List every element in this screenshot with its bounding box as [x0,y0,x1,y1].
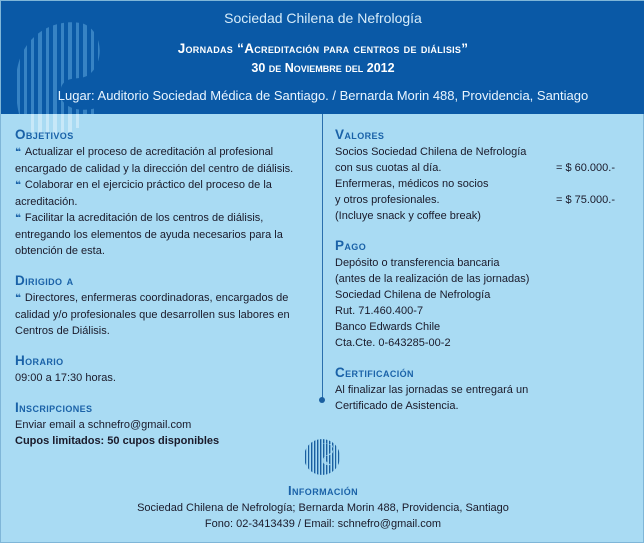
price-value: = $ 75.000.- [555,194,615,206]
quote-bullet-icon: ❝ [15,213,21,224]
section-title: Objetivos [15,127,74,142]
quote-bullet-icon: ❝ [15,147,21,158]
section-title: Inscripciones [15,400,93,415]
footer-title: Información [287,483,358,498]
section-valores [335,127,635,224]
section-title: Valores [335,127,385,142]
section-dirigido [15,273,315,339]
capacity-note: Cupos limitados: 50 cupos disponibles [15,435,220,447]
payment-line: Cta.Cte. 0-643285-00-2 [335,337,451,349]
payment-line: Depósito o transferencia bancaria [335,257,500,269]
footer-info [1,483,644,532]
section-pago [335,238,635,351]
list-item: ❝ Facilitar la acreditación de los centros de diálisis, entregando los elementos de ayuda necesarios para la obtención de esta. [15,212,283,257]
price-label: y otros profesionales. [335,194,440,206]
quote-bullet-icon: ❝ [15,180,21,191]
event-date: 30 de Noviembre del 2012 [251,61,395,75]
section-title: Dirigido a [15,273,74,288]
price-label: Enfermeras, médicos no socios [335,178,489,190]
quote-bullet-icon: ❝ [15,293,21,304]
section-title: Certificación [335,365,414,380]
list-item: ❝ Colaborar en el ejercicio práctico del proceso de la acreditación. [15,179,272,208]
event-venue: Lugar: Auditorio Sociedad Médica de Santiago. / Bernarda Morin 488, Providencia, Santiago [57,88,589,103]
registration-email[interactable]: Enviar email a schnefro@gmail.com [15,419,192,431]
organization-name: Sociedad Chilena de Nefrología [224,10,422,26]
right-column [335,127,635,428]
schedule-text: 09:00 a 17:30 horas. [15,372,116,384]
payment-line: Rut. 71.460.400-7 [335,305,424,317]
price-label: Socios Sociedad Chilena de Nefrología [335,146,527,158]
section-title: Pago [335,238,367,253]
section-certificacion [335,365,635,414]
price-note: (Incluye snack y coffee break) [335,210,481,222]
certificate-line: Al finalizar las jornadas se entregará un [335,384,529,396]
price-label: con sus cuotas al día. [335,162,442,174]
list-item: ❝ Directores, enfermeras coordinadoras, encargados de calidad y/o profesionales que desarrollen sus labores en Centros de Diálisis. [15,292,290,337]
payment-line: Banco Edwards Chile [335,321,441,333]
footer-contact[interactable]: Fono: 02-3413439 / Email: schnefro@gmail.com [204,518,442,530]
society-logo-icon [303,438,341,476]
event-title: Jornadas “Acreditación para centros de diálisis” [177,41,469,56]
certificate-line: Certificado de Asistencia. [335,400,459,412]
left-column [15,127,315,463]
payment-line: (antes de la realización de las jornadas) [335,273,530,285]
footer-address: Sociedad Chilena de Nefrología; Bernarda Morin 488, Providencia, Santiago [137,502,509,514]
header-banner [1,1,644,114]
divider-dot [319,397,325,403]
section-inscripciones [15,400,315,449]
column-divider [322,114,323,399]
section-horario [15,353,315,386]
list-item: ❝ Actualizar el proceso de acreditación al profesional encargado de calidad y la dirección del centro de diálisis. [15,146,294,175]
payment-line: Sociedad Chilena de Nefrología [335,289,491,301]
price-row [335,160,615,176]
price-row [335,192,615,208]
section-title: Horario [15,353,64,368]
price-value: = $ 60.000.- [555,162,615,174]
section-objetivos [15,127,315,259]
